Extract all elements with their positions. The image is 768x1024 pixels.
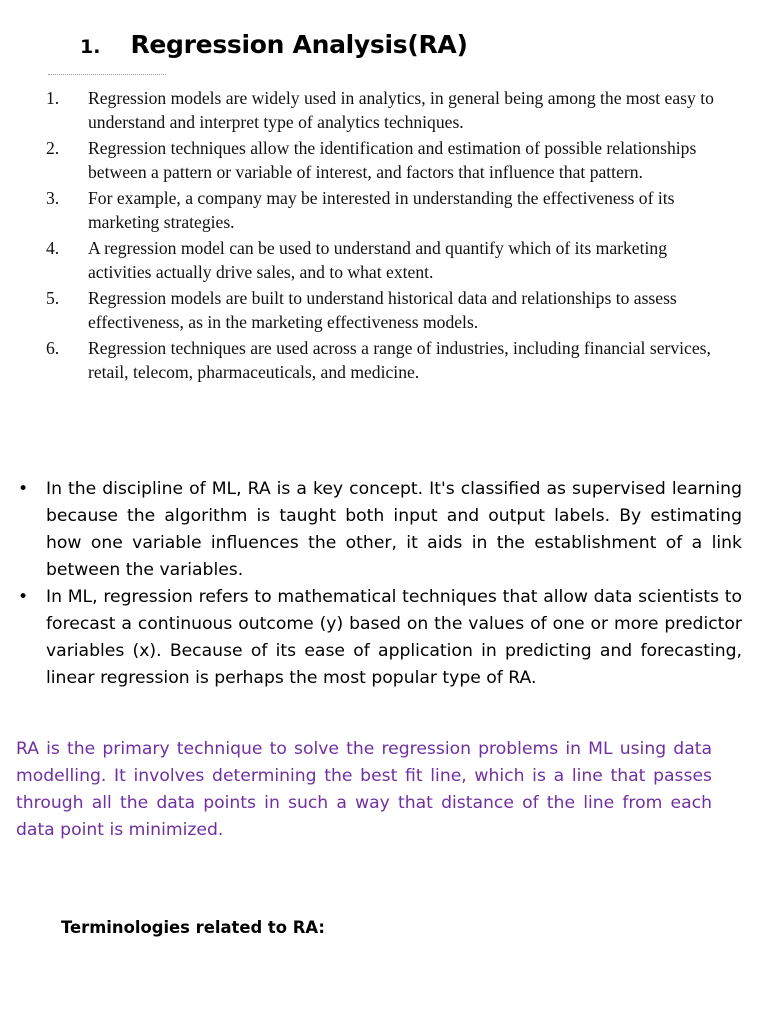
list-item bbox=[40, 136, 730, 184]
list-item-text: Regression models are widely used in analytics, in general being among the most easy to understand and interpret type of analytics techniques. bbox=[88, 88, 714, 132]
highlight-paragraph: RA is the primary technique to solve the regression problems in ML using data modelling. It involves determining the best fit line, which is a line that passes through all the data points in such a way that distance of the line from each data point is minimized. bbox=[16, 739, 712, 840]
list-item-number: 6. bbox=[46, 338, 60, 358]
list-item bbox=[40, 286, 730, 334]
bullet-item bbox=[14, 584, 742, 692]
list-item-text: Regression techniques allow the identification and estimation of possible relationships between a pattern or variable of interest, and factors that influence that pattern. bbox=[88, 138, 697, 182]
list-item bbox=[40, 186, 730, 234]
bullet-text: In the discipline of ML, RA is a key concept. It's classified as supervised learning because the algorithm is taught both input and output labels. By estimating how one variable influences the other, it aids in the establishment of a link between the variables. bbox=[46, 479, 742, 580]
section-number: 1. bbox=[80, 36, 101, 58]
section-heading bbox=[80, 30, 468, 59]
scan-divider bbox=[48, 74, 166, 75]
list-item-number: 2. bbox=[46, 138, 60, 158]
list-item-text: For example, a company may be interested in understanding the effectiveness of its marketing strategies. bbox=[88, 188, 675, 232]
list-item-text: Regression models are built to understand historical data and relationships to assess effectiveness, as in the marketing effectiveness models. bbox=[88, 288, 677, 332]
list-item bbox=[40, 236, 730, 284]
bullet-marker: • bbox=[18, 587, 29, 607]
terminology-heading: Terminologies related to RA: bbox=[61, 918, 325, 937]
bullet-marker: • bbox=[18, 479, 29, 499]
bullet-item bbox=[14, 476, 742, 584]
list-item-number: 4. bbox=[46, 238, 60, 258]
bullet-list bbox=[14, 476, 742, 692]
list-item-text: Regression techniques are used across a range of industries, including financial services, retail, telecom, pharmaceuticals, and medicine. bbox=[88, 338, 711, 382]
bullet-text: In ML, regression refers to mathematical techniques that allow data scientists to forecast a continuous outcome (y) based on the values of one or more predictor variables (x). Because of its ease of application in predicting and forecasting, linear regression is perhaps the most popular type of RA. bbox=[46, 587, 742, 688]
list-item bbox=[40, 86, 730, 134]
page-title: Regression Analysis(RA) bbox=[130, 30, 468, 59]
scanned-numbered-list bbox=[40, 86, 730, 386]
list-item-text: A regression model can be used to understand and quantify which of its marketing activities actually drive sales, and to what extent. bbox=[88, 238, 667, 282]
list-item-number: 3. bbox=[46, 188, 60, 208]
list-item-number: 1. bbox=[46, 88, 60, 108]
list-item-number: 5. bbox=[46, 288, 60, 308]
list-item bbox=[40, 336, 730, 384]
